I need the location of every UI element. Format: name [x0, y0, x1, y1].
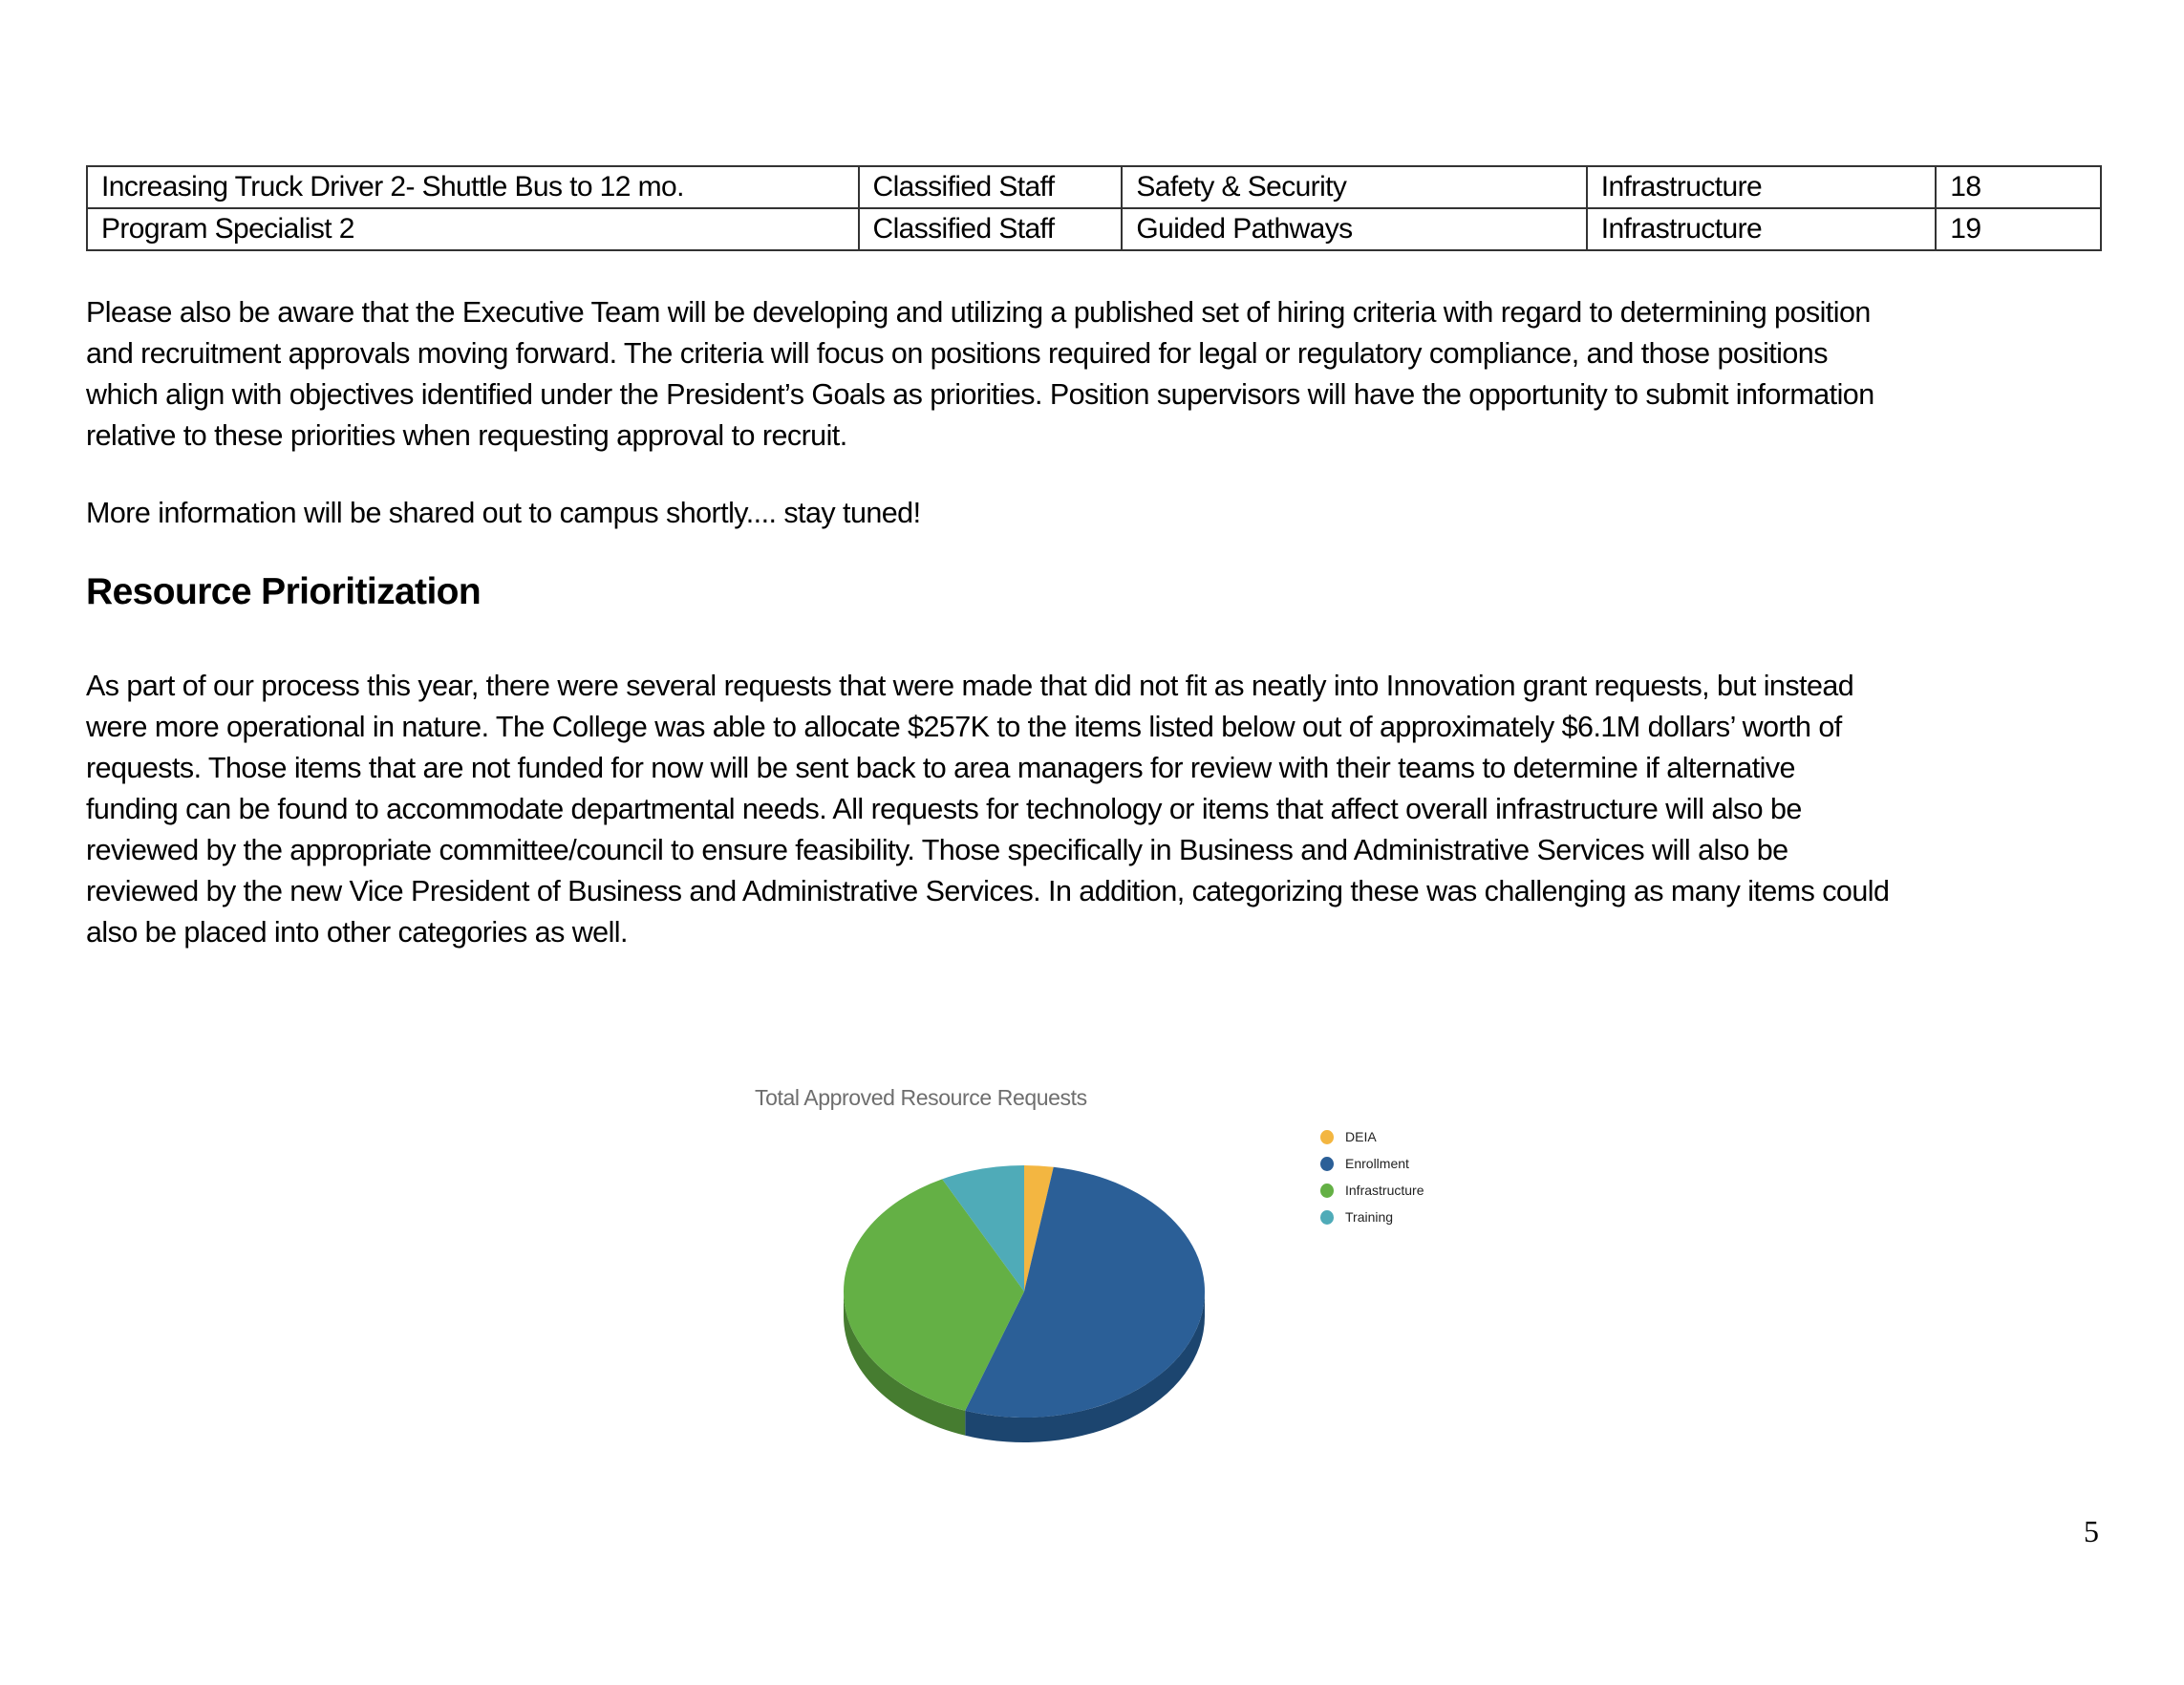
table-row [87, 166, 2101, 208]
position-title: Increasing Truck Driver 2- Shuttle Bus to 12 mo. [87, 166, 859, 208]
position-goal: Safety & Security [1122, 166, 1586, 208]
position-title: Program Specialist 2 [87, 208, 859, 250]
table-row [87, 208, 2101, 250]
chart-legend [1320, 1123, 1424, 1230]
text-line: funding can be found to accommodate departmental needs. All requests for technology or items that affect overall infrastructure will also be [86, 793, 1802, 825]
page-number: 5 [2084, 1514, 2099, 1548]
text-line: reviewed by the appropriate committee/council to ensure feasibility. Those specifically in Business and Administrative Services will also be [86, 834, 1788, 866]
legend-swatch-deia [1320, 1130, 1334, 1144]
text-line: which align with objectives identified under the President’s Goals as priorities. Position supervisors will have the opportunity to submit information [86, 378, 1874, 411]
resource-prioritization-paragraph [86, 666, 2130, 953]
position-type: Classified Staff [859, 166, 1123, 208]
position-category: Infrastructure [1587, 166, 1937, 208]
legend-label: Training [1345, 1209, 1394, 1225]
more-info-paragraph: More information will be shared out to campus shortly.... stay tuned! [86, 497, 921, 529]
legend-item-deia [1320, 1123, 1424, 1150]
text-line: As part of our process this year, there were several requests that were made that did not fit as neatly into Innovation grant requests, but instead [86, 670, 1854, 702]
section-heading: Resource Prioritization [86, 571, 482, 612]
legend-item-enrollment [1320, 1150, 1424, 1177]
position-goal: Guided Pathways [1122, 208, 1586, 250]
text-line: Please also be aware that the Executive Team will be developing and utilizing a published set of hiring criteria with regard to determining position [86, 296, 1871, 329]
hiring-criteria-paragraph [86, 292, 2130, 457]
text-line: relative to these priorities when requesting approval to recruit. [86, 419, 847, 452]
legend-label: Infrastructure [1345, 1183, 1424, 1198]
position-rank: 19 [1936, 208, 2101, 250]
text-line: reviewed by the new Vice President of Business and Administrative Services. In addition, categorizing these was challenging as many items could [86, 875, 1890, 907]
pie-chart [831, 1146, 1232, 1471]
text-line: requests. Those items that are not funded for now will be sent back to area managers for review with their teams to determine if alternative [86, 752, 1795, 784]
legend-label: Enrollment [1345, 1156, 1409, 1171]
position-rank: 18 [1936, 166, 2101, 208]
legend-swatch-infrastructure [1320, 1184, 1334, 1198]
positions-table [86, 165, 2102, 251]
legend-swatch-enrollment [1320, 1157, 1334, 1171]
legend-swatch-training [1320, 1210, 1334, 1225]
chart-title: Total Approved Resource Requests [755, 1085, 1087, 1110]
position-type: Classified Staff [859, 208, 1123, 250]
text-line: and recruitment approvals moving forward. The criteria will focus on positions required for legal or regulatory compliance, and those positions [86, 337, 1828, 370]
legend-item-training [1320, 1204, 1424, 1230]
text-line: also be placed into other categories as well. [86, 916, 628, 949]
legend-item-infrastructure [1320, 1177, 1424, 1204]
text-line: were more operational in nature. The College was able to allocate $257K to the items listed below out of approximately $6.1M dollars’ worth of [86, 711, 1842, 743]
position-category: Infrastructure [1587, 208, 1937, 250]
legend-label: DEIA [1345, 1129, 1377, 1144]
